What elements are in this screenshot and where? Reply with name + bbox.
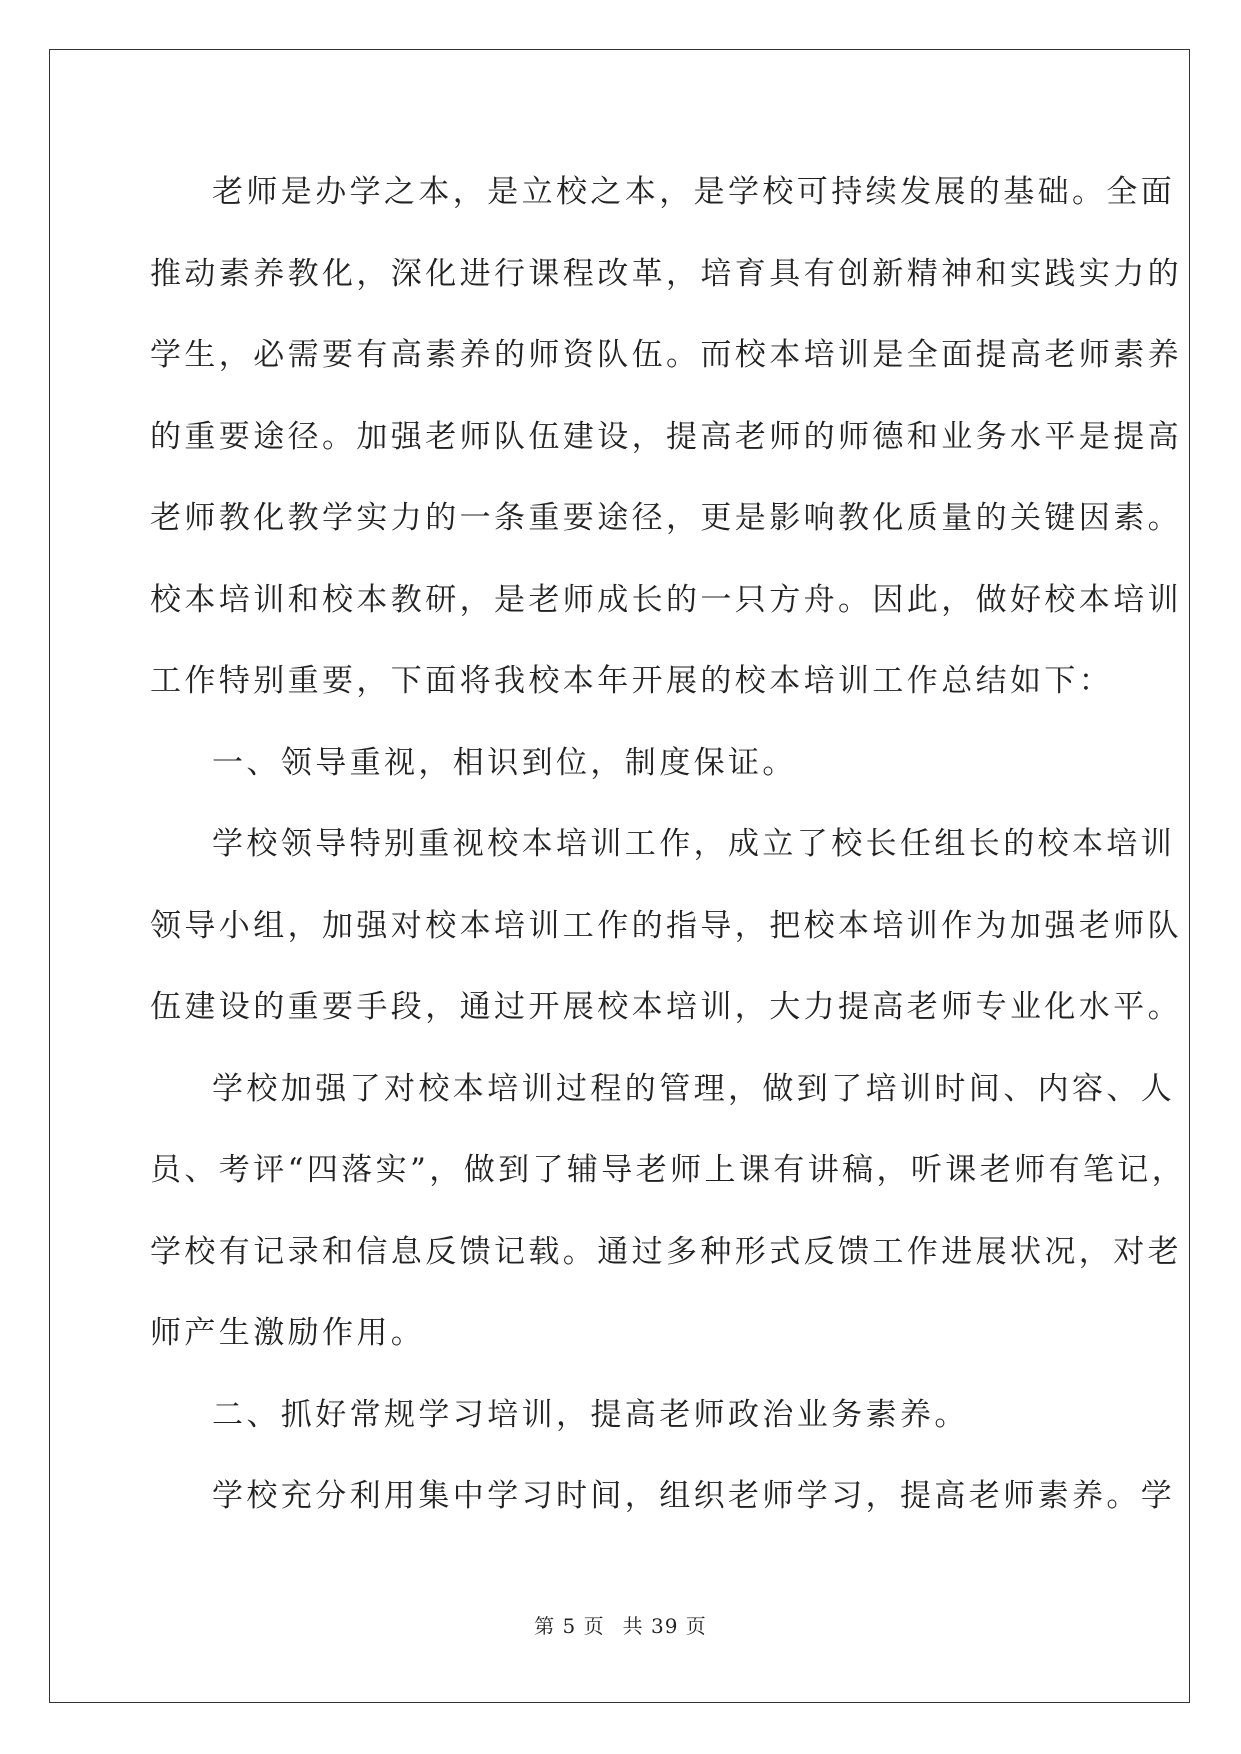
paragraph-line: 伍建设的重要手段，通过开展校本培训，大力提高老师专业化水平。: [150, 989, 1182, 1025]
paragraph-line: 学校充分利用集中学习时间，组织老师学习，提高老师素养。学: [212, 1478, 1176, 1514]
paragraph-line: 学生，必需要有高素养的师资队伍。而校本培训是全面提高老师素养: [150, 337, 1182, 373]
paragraph-line: 师产生激励作用。: [150, 1315, 426, 1351]
document-body: [150, 152, 1187, 1538]
paragraph-line: 员、考评“四落实”，做到了辅导老师上课有讲稿，听课老师有笔记，: [150, 1152, 1187, 1188]
paragraph-line: 工作特别重要，下面将我校本年开展的校本培训工作总结如下：: [150, 663, 1114, 699]
section-heading: 二、抓好常规学习培训，提高老师政治业务素养。: [212, 1396, 969, 1433]
section-heading: 一、领导重视，相识到位，制度保证。: [212, 744, 797, 781]
page-total: 共 39 页: [622, 1614, 707, 1638]
paragraph-line: 校本培训和校本教研，是老师成长的一只方舟。因此，做好校本培训: [150, 581, 1182, 618]
paragraph-line: 推动素养教化，深化进行课程改革，培育具有创新精神和实践实力的: [150, 255, 1182, 292]
page-footer: [0, 1610, 1241, 1639]
paragraph-line: 学校有记录和信息反馈记载。通过多种形式反馈工作进展状况，对老: [150, 1233, 1182, 1270]
paragraph-line: 老师是办学之本，是立校之本，是学校可持续发展的基础。全面: [212, 174, 1176, 210]
paragraph-line: 学校领导特别重视校本培训工作，成立了校长任组长的校本培训: [212, 826, 1176, 862]
paragraph-line: 领导小组，加强对校本培训工作的指导，把校本培训作为加强老师队: [150, 907, 1182, 944]
paragraph-line: 学校加强了对校本培训过程的管理，做到了培训时间、内容、人: [212, 1070, 1176, 1107]
paragraph-line: 老师教化教学实力的一条重要途径，更是影响教化质量的关键因素。: [150, 500, 1182, 536]
paragraph-line: 的重要途径。加强老师队伍建设，提高老师的师德和业务水平是提高: [150, 418, 1182, 455]
page-number: 第 5 页: [534, 1614, 605, 1638]
